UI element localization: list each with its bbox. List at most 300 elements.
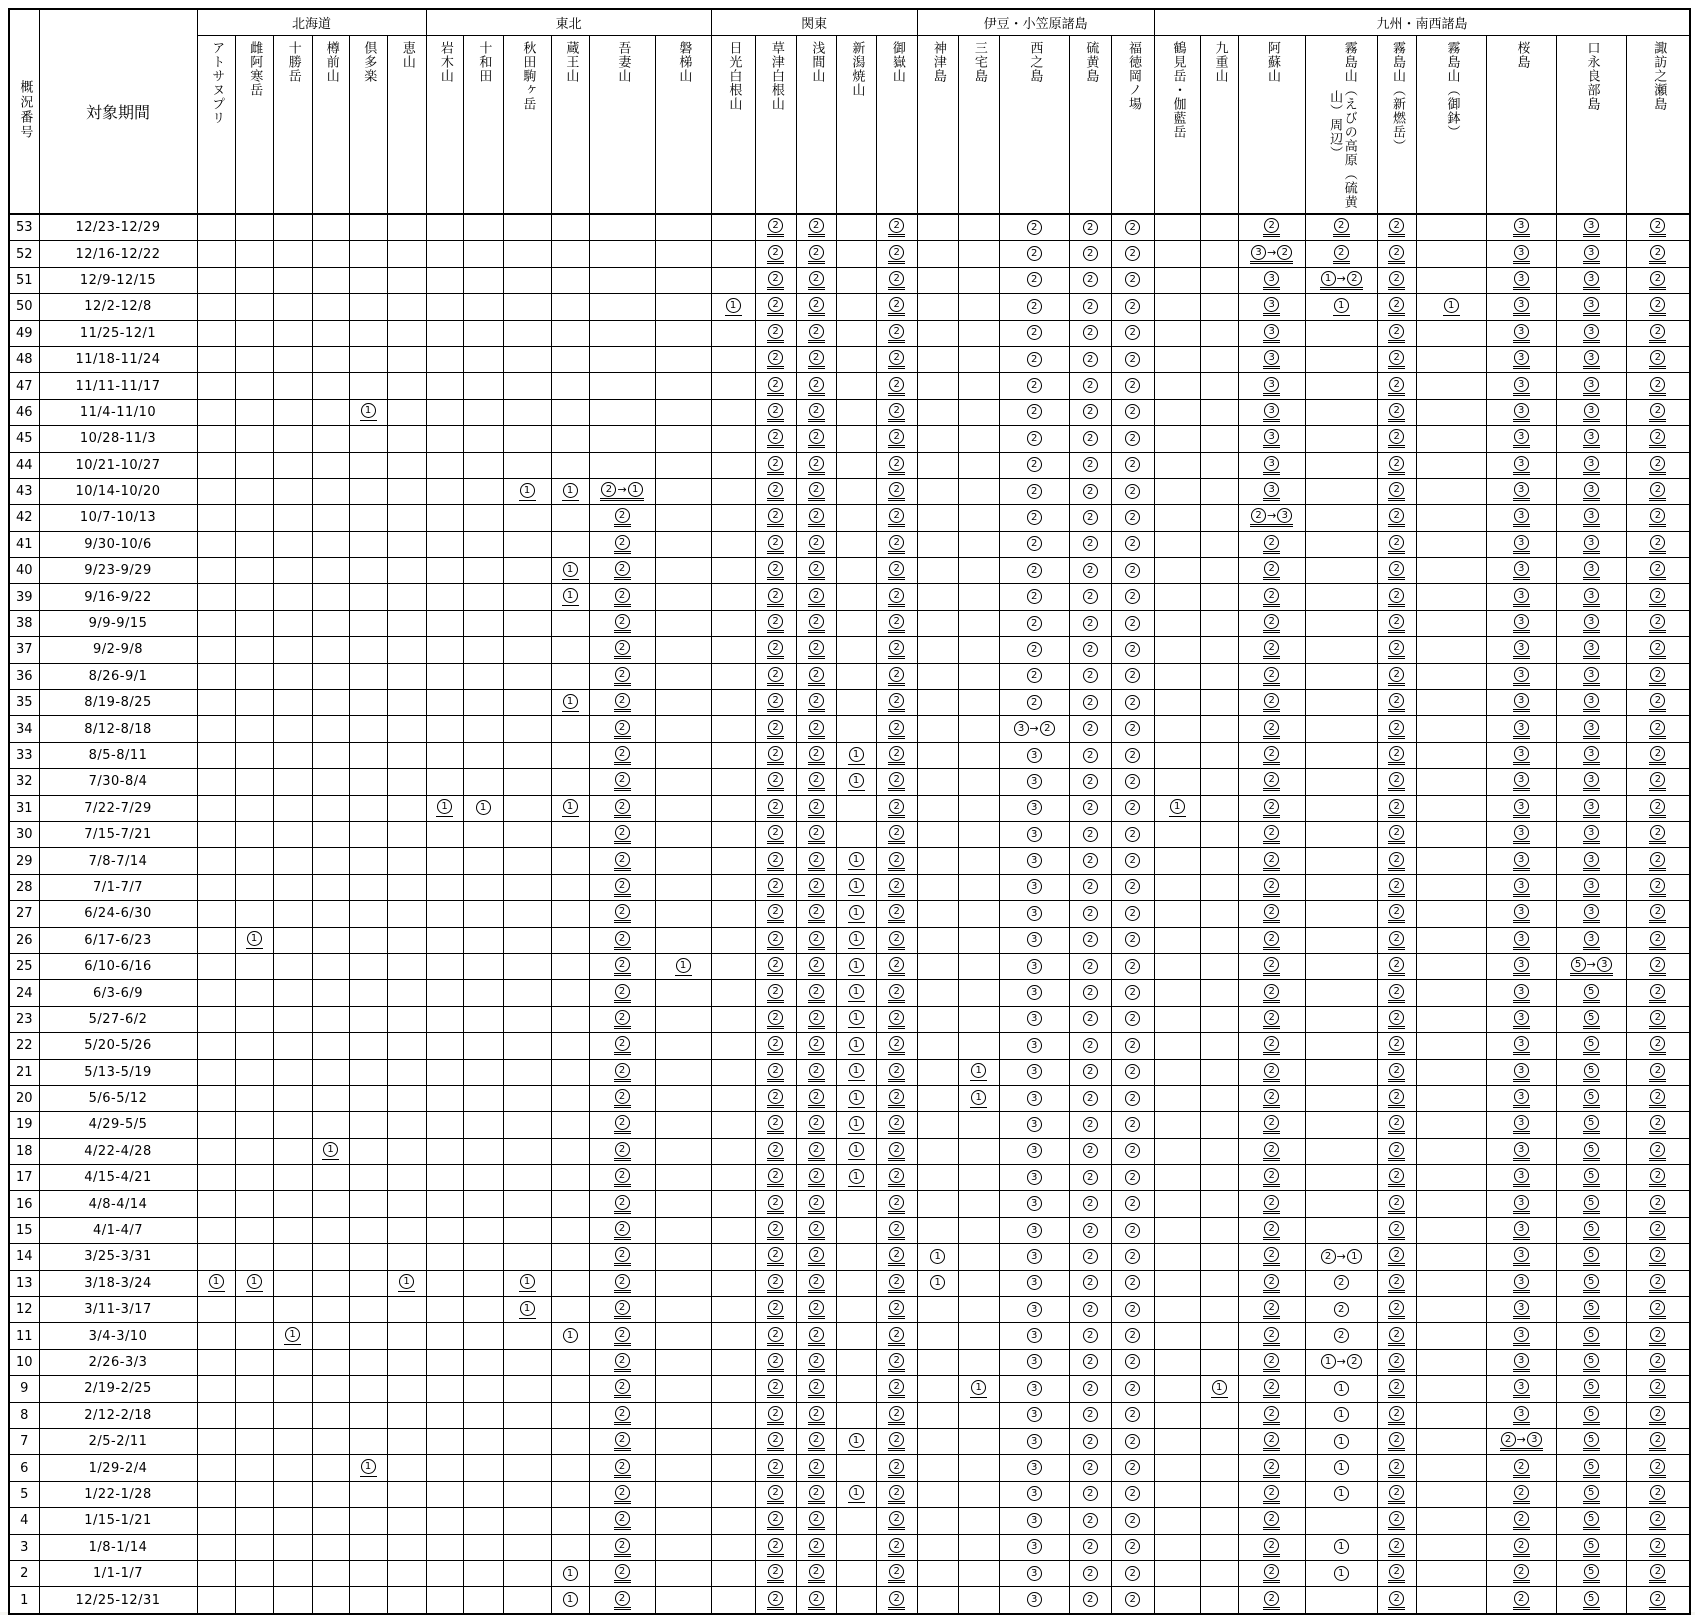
circled-level-2-icon: 2 <box>1264 667 1279 682</box>
alert-level-value <box>1513 984 1530 1003</box>
level-cell <box>235 1270 273 1296</box>
row-number-cell: 3 <box>9 1534 39 1560</box>
level-cell <box>755 399 796 425</box>
row-number-cell: 42 <box>9 505 39 531</box>
level-cell <box>958 848 999 874</box>
level-cell <box>551 558 589 584</box>
alert-level-value <box>888 667 905 686</box>
circled-level-2-icon: 2 <box>1264 1538 1279 1553</box>
circled-level-2-icon: 2 <box>889 1168 904 1183</box>
level-cell <box>836 742 876 768</box>
row-number-cell: 47 <box>9 373 39 399</box>
level-cell <box>1556 267 1626 293</box>
alert-level-value <box>1082 1196 1099 1212</box>
alert-level-value <box>614 1089 631 1108</box>
circled-level-2-icon: 2 <box>601 482 616 497</box>
circled-level-2-icon: 2 <box>768 1591 783 1606</box>
alert-level-value <box>808 825 825 844</box>
alert-level-value <box>1082 404 1099 420</box>
level-cell <box>958 690 999 716</box>
alert-level-value <box>1263 1459 1280 1478</box>
circled-level-3-icon: 3 <box>1027 1460 1042 1475</box>
level-cell <box>1556 742 1626 768</box>
level-cell <box>917 1112 958 1138</box>
level-cell <box>711 690 755 716</box>
circled-level-3-icon: 3 <box>1584 614 1599 629</box>
alert-level-value <box>808 1221 825 1240</box>
level-cell <box>1069 1376 1111 1402</box>
level-cell <box>1486 953 1556 979</box>
level-cell <box>197 769 235 795</box>
level-cell <box>1305 1217 1377 1243</box>
level-cell <box>235 452 273 478</box>
circled-level-2-icon: 2 <box>1083 1117 1098 1132</box>
period-cell: 6/10-6/16 <box>39 953 197 979</box>
level-cell <box>1416 399 1486 425</box>
alert-level-value <box>1026 1381 1043 1397</box>
level-cell <box>349 1085 387 1111</box>
level-cell <box>958 505 999 531</box>
circled-level-2-icon: 2 <box>1125 1486 1140 1501</box>
circled-level-1-icon: 1 <box>849 1485 864 1500</box>
level-cell <box>273 1402 312 1428</box>
level-cell <box>711 953 755 979</box>
level-cell <box>426 452 463 478</box>
level-cell <box>999 478 1069 504</box>
level-cell <box>197 1560 235 1586</box>
level-cell <box>463 874 503 900</box>
circled-level-5-icon: 5 <box>1584 1353 1599 1368</box>
alert-level-value <box>1388 1432 1405 1451</box>
alert-level-value <box>1388 640 1405 659</box>
level-cell <box>836 1560 876 1586</box>
circled-level-2-icon: 2 <box>1389 614 1404 629</box>
circled-level-2-icon: 2 <box>889 1010 904 1025</box>
alert-level-value <box>1263 350 1280 369</box>
level-cell <box>551 795 589 821</box>
level-cell <box>755 1587 796 1614</box>
circled-level-3-icon: 3 <box>1514 1115 1529 1130</box>
level-cell <box>1238 531 1305 557</box>
level-cell <box>999 1508 1069 1534</box>
alert-level-value <box>1124 879 1141 895</box>
alert-level-value <box>600 482 643 501</box>
level-cell <box>551 346 589 372</box>
circled-level-2-icon: 2 <box>1389 746 1404 761</box>
circled-level-3-icon: 3 <box>1027 1328 1042 1343</box>
level-cell <box>1305 821 1377 847</box>
alert-level-value <box>1333 1486 1350 1502</box>
level-cell <box>1238 346 1305 372</box>
row-number-cell: 26 <box>9 927 39 953</box>
alert-level-value <box>808 403 825 422</box>
level-cell <box>796 769 836 795</box>
alert-level-value <box>1026 299 1043 315</box>
level-cell <box>426 294 463 320</box>
level-cell <box>589 1455 655 1481</box>
alert-level-value <box>1583 1300 1600 1319</box>
level-cell <box>503 399 551 425</box>
level-cell <box>1200 610 1238 636</box>
level-cell <box>273 795 312 821</box>
circled-level-2-icon: 2 <box>1650 640 1665 655</box>
level-cell <box>503 1138 551 1164</box>
circled-level-2-icon: 2 <box>768 1036 783 1051</box>
level-cell <box>551 373 589 399</box>
alert-level-value <box>1513 1406 1530 1425</box>
circled-level-2-icon: 2 <box>615 640 630 655</box>
level-cell <box>197 505 235 531</box>
level-cell <box>711 1402 755 1428</box>
alert-level-value <box>808 772 825 791</box>
level-cell <box>755 320 796 346</box>
circled-level-2-icon: 2 <box>1389 878 1404 893</box>
level-cell <box>1069 821 1111 847</box>
alert-level-value <box>614 535 631 554</box>
alert-level-value <box>1583 1511 1600 1530</box>
level-cell <box>463 1006 503 1032</box>
table-row <box>9 1191 1690 1217</box>
circled-level-2-icon: 2 <box>1389 693 1404 708</box>
level-cell <box>1200 320 1238 346</box>
level-cell <box>836 690 876 716</box>
level-cell <box>711 558 755 584</box>
level-cell <box>655 1560 711 1586</box>
circled-level-3-icon: 3 <box>1514 904 1529 919</box>
level-cell <box>312 663 349 689</box>
alert-level-value <box>888 535 905 554</box>
alert-level-value <box>436 799 453 817</box>
level-cell <box>1556 1323 1626 1349</box>
circled-level-5-icon: 5 <box>1584 1168 1599 1183</box>
level-cell <box>1069 610 1111 636</box>
circled-level-2-icon: 2 <box>1264 825 1279 840</box>
alert-level-value <box>1388 1406 1405 1425</box>
alert-level-value <box>614 1564 631 1583</box>
level-cell <box>349 769 387 795</box>
volcano-name: 硫黄島 <box>1083 41 1099 83</box>
circled-level-2-icon: 2 <box>1027 484 1042 499</box>
level-cell <box>1416 1112 1486 1138</box>
level-cell <box>1377 610 1416 636</box>
level-cell <box>1200 663 1238 689</box>
circled-level-2-icon: 2 <box>1389 720 1404 735</box>
level-cell <box>1111 1508 1154 1534</box>
alert-level-value <box>808 957 825 976</box>
alert-level-value <box>1583 1379 1600 1398</box>
alert-level-value <box>1082 959 1099 975</box>
level-cell <box>589 1481 655 1507</box>
level-cell <box>755 1402 796 1428</box>
level-cell <box>503 1217 551 1243</box>
alert-level-value <box>1649 1591 1666 1610</box>
level-cell <box>551 1376 589 1402</box>
level-cell <box>655 584 711 610</box>
level-cell <box>917 769 958 795</box>
transition-arrow-icon: → <box>1586 958 1596 972</box>
level-cell <box>917 1297 958 1323</box>
level-cell <box>273 373 312 399</box>
circled-level-3-icon: 3 <box>1514 667 1529 682</box>
level-cell <box>755 980 796 1006</box>
level-cell <box>426 1006 463 1032</box>
alert-level-value <box>1026 352 1043 368</box>
circled-level-2-icon: 2 <box>1125 1592 1140 1607</box>
alert-level-value <box>1388 535 1405 554</box>
alert-level-value <box>1026 404 1043 420</box>
level-cell <box>1069 267 1111 293</box>
circled-level-2-icon: 2 <box>1650 324 1665 339</box>
level-cell <box>796 558 836 584</box>
level-cell <box>755 663 796 689</box>
level-cell <box>1486 1270 1556 1296</box>
level-cell <box>836 399 876 425</box>
level-cell <box>1416 690 1486 716</box>
level-cell <box>1111 1428 1154 1454</box>
level-cell <box>426 1402 463 1428</box>
level-cell <box>1486 426 1556 452</box>
circled-level-3-icon: 3 <box>1514 482 1529 497</box>
alert-level-value <box>1082 642 1099 658</box>
level-cell <box>1486 1587 1556 1614</box>
circled-level-2-icon: 2 <box>768 1142 783 1157</box>
level-cell <box>312 426 349 452</box>
alert-level-value <box>1333 245 1350 264</box>
level-cell <box>1200 980 1238 1006</box>
level-cell <box>876 1059 917 1085</box>
circled-level-2-icon: 2 <box>809 1010 824 1025</box>
level-cell <box>1200 1033 1238 1059</box>
alert-level-value <box>1583 324 1600 343</box>
circled-level-1-icon: 1 <box>476 800 491 815</box>
level-cell <box>1486 980 1556 1006</box>
circled-level-1-icon: 1 <box>285 1327 300 1342</box>
alert-level-value <box>1333 1275 1350 1291</box>
level-cell <box>235 1217 273 1243</box>
level-cell <box>958 1033 999 1059</box>
circled-level-2-icon: 2 <box>1125 853 1140 868</box>
table-row <box>9 1323 1690 1349</box>
level-cell <box>999 1376 1069 1402</box>
circled-level-2-icon: 2 <box>889 271 904 286</box>
alert-level-value <box>1513 878 1530 897</box>
alert-level-value <box>1124 1592 1141 1608</box>
alert-level-value <box>1082 827 1099 843</box>
volcano-name: 日光白根山 <box>726 41 742 111</box>
level-cell <box>1111 690 1154 716</box>
level-cell <box>711 610 755 636</box>
level-cell <box>349 399 387 425</box>
alert-level-value <box>1082 668 1099 684</box>
level-cell <box>755 637 796 663</box>
circled-level-1-icon: 1 <box>1170 799 1185 814</box>
level-cell <box>1111 1270 1154 1296</box>
circled-level-3-icon: 3 <box>1027 853 1042 868</box>
alert-level-value <box>767 1063 784 1082</box>
level-cell <box>1111 1244 1154 1270</box>
level-cell <box>1416 848 1486 874</box>
level-cell <box>711 426 755 452</box>
level-cell <box>1626 980 1690 1006</box>
circled-level-1-icon: 1 <box>247 931 262 946</box>
row-number-cell: 21 <box>9 1059 39 1085</box>
level-cell <box>387 1560 426 1586</box>
table-row <box>9 1297 1690 1323</box>
circled-level-2-icon: 2 <box>1650 1432 1665 1447</box>
level-cell <box>349 1059 387 1085</box>
alert-level-value <box>1583 1247 1600 1266</box>
circled-level-2-icon: 2 <box>1125 642 1140 657</box>
alert-level-value <box>888 1036 905 1055</box>
circled-level-5-icon: 5 <box>1584 984 1599 999</box>
level-cell <box>273 1191 312 1217</box>
level-cell <box>1626 1349 1690 1375</box>
alert-level-value <box>1388 984 1405 1003</box>
alert-level-value <box>1513 1379 1530 1398</box>
level-cell <box>655 267 711 293</box>
level-cell <box>463 478 503 504</box>
alert-level-value <box>1388 852 1405 871</box>
level-cell <box>1626 267 1690 293</box>
level-cell <box>836 1085 876 1111</box>
table-row <box>9 346 1690 372</box>
circled-level-2-icon: 2 <box>615 561 630 576</box>
circled-level-1-icon: 1 <box>520 1274 535 1289</box>
level-cell <box>1305 1085 1377 1111</box>
circled-level-1-icon: 1 <box>563 1592 578 1607</box>
circled-level-2-icon: 2 <box>889 693 904 708</box>
level-cell <box>312 848 349 874</box>
volcano-header <box>463 36 503 215</box>
circled-level-1-icon: 1 <box>849 1116 864 1131</box>
level-cell <box>1111 452 1154 478</box>
table-row <box>9 927 1690 953</box>
circled-level-1-icon: 1 <box>1334 1407 1349 1422</box>
level-cell <box>589 953 655 979</box>
level-cell <box>1238 1376 1305 1402</box>
alert-level-value <box>1649 904 1666 923</box>
alert-level-value <box>767 799 784 818</box>
circled-level-2-icon: 2 <box>615 984 630 999</box>
level-cell <box>387 1138 426 1164</box>
level-cell <box>655 795 711 821</box>
level-cell <box>349 478 387 504</box>
alert-level-value <box>1649 218 1666 237</box>
level-cell <box>197 1165 235 1191</box>
level-cell <box>1556 1560 1626 1586</box>
table-row <box>9 795 1690 821</box>
level-cell <box>551 1085 589 1111</box>
level-cell <box>387 795 426 821</box>
level-cell <box>1238 1006 1305 1032</box>
level-cell <box>836 927 876 953</box>
level-cell <box>1486 320 1556 346</box>
period-cell: 10/14-10/20 <box>39 478 197 504</box>
circled-level-3-icon: 3 <box>1264 482 1279 497</box>
circled-level-2-icon: 2 <box>809 245 824 260</box>
level-cell <box>1416 1534 1486 1560</box>
level-cell <box>917 953 958 979</box>
table-row <box>9 901 1690 927</box>
level-cell <box>1486 1534 1556 1560</box>
level-cell <box>755 1085 796 1111</box>
alert-level-value <box>1124 589 1141 605</box>
level-cell <box>273 874 312 900</box>
alert-level-value <box>1082 510 1099 526</box>
alert-level-value <box>1026 220 1043 236</box>
level-cell <box>1154 663 1200 689</box>
level-cell <box>312 1138 349 1164</box>
level-cell <box>1154 901 1200 927</box>
level-cell <box>755 716 796 742</box>
level-cell <box>1154 294 1200 320</box>
level-cell <box>836 821 876 847</box>
level-cell <box>876 1508 917 1534</box>
level-cell <box>796 821 836 847</box>
circled-level-2-icon: 2 <box>1650 588 1665 603</box>
level-cell <box>655 531 711 557</box>
alert-level-value <box>1082 985 1099 1001</box>
alert-level-value <box>1026 325 1043 341</box>
level-cell <box>273 1112 312 1138</box>
level-cell <box>999 531 1069 557</box>
alert-level-value <box>1026 1091 1043 1107</box>
alert-level-value <box>1388 614 1405 633</box>
level-cell <box>1154 742 1200 768</box>
level-cell <box>1154 1534 1200 1560</box>
level-cell <box>1238 874 1305 900</box>
level-cell <box>1154 874 1200 900</box>
level-cell <box>1305 742 1377 768</box>
alert-level-value <box>562 1566 579 1582</box>
level-cell <box>1238 1481 1305 1507</box>
circled-level-3-icon: 3 <box>1514 825 1529 840</box>
volcano-header <box>796 36 836 215</box>
level-cell <box>999 294 1069 320</box>
level-cell <box>589 1587 655 1614</box>
level-cell <box>426 795 463 821</box>
level-cell <box>1200 1481 1238 1507</box>
level-cell <box>917 241 958 267</box>
level-cell <box>1486 1112 1556 1138</box>
circled-level-2-icon: 2 <box>768 561 783 576</box>
level-cell <box>999 716 1069 742</box>
circled-level-2-icon: 2 <box>889 350 904 365</box>
circled-level-2-icon: 2 <box>1264 1221 1279 1236</box>
level-cell <box>796 399 836 425</box>
circled-level-1-icon: 1 <box>1334 1381 1349 1396</box>
alert-level-value <box>848 1169 865 1187</box>
circled-level-2-icon: 2 <box>1125 1354 1140 1369</box>
level-cell <box>655 637 711 663</box>
row-number-cell: 51 <box>9 267 39 293</box>
level-cell <box>1377 901 1416 927</box>
circled-level-2-icon: 2 <box>889 1538 904 1553</box>
level-cell <box>796 1587 836 1614</box>
level-cell <box>273 927 312 953</box>
level-cell <box>1238 716 1305 742</box>
circled-level-3-icon: 3 <box>1027 1407 1042 1422</box>
alert-level-value <box>1513 1300 1530 1319</box>
level-cell <box>796 505 836 531</box>
level-cell <box>197 1323 235 1349</box>
level-cell <box>1111 874 1154 900</box>
level-cell <box>876 690 917 716</box>
level-cell <box>1486 1481 1556 1507</box>
level-cell <box>1486 1560 1556 1586</box>
circled-level-2-icon: 2 <box>1389 271 1404 286</box>
level-cell <box>463 1402 503 1428</box>
